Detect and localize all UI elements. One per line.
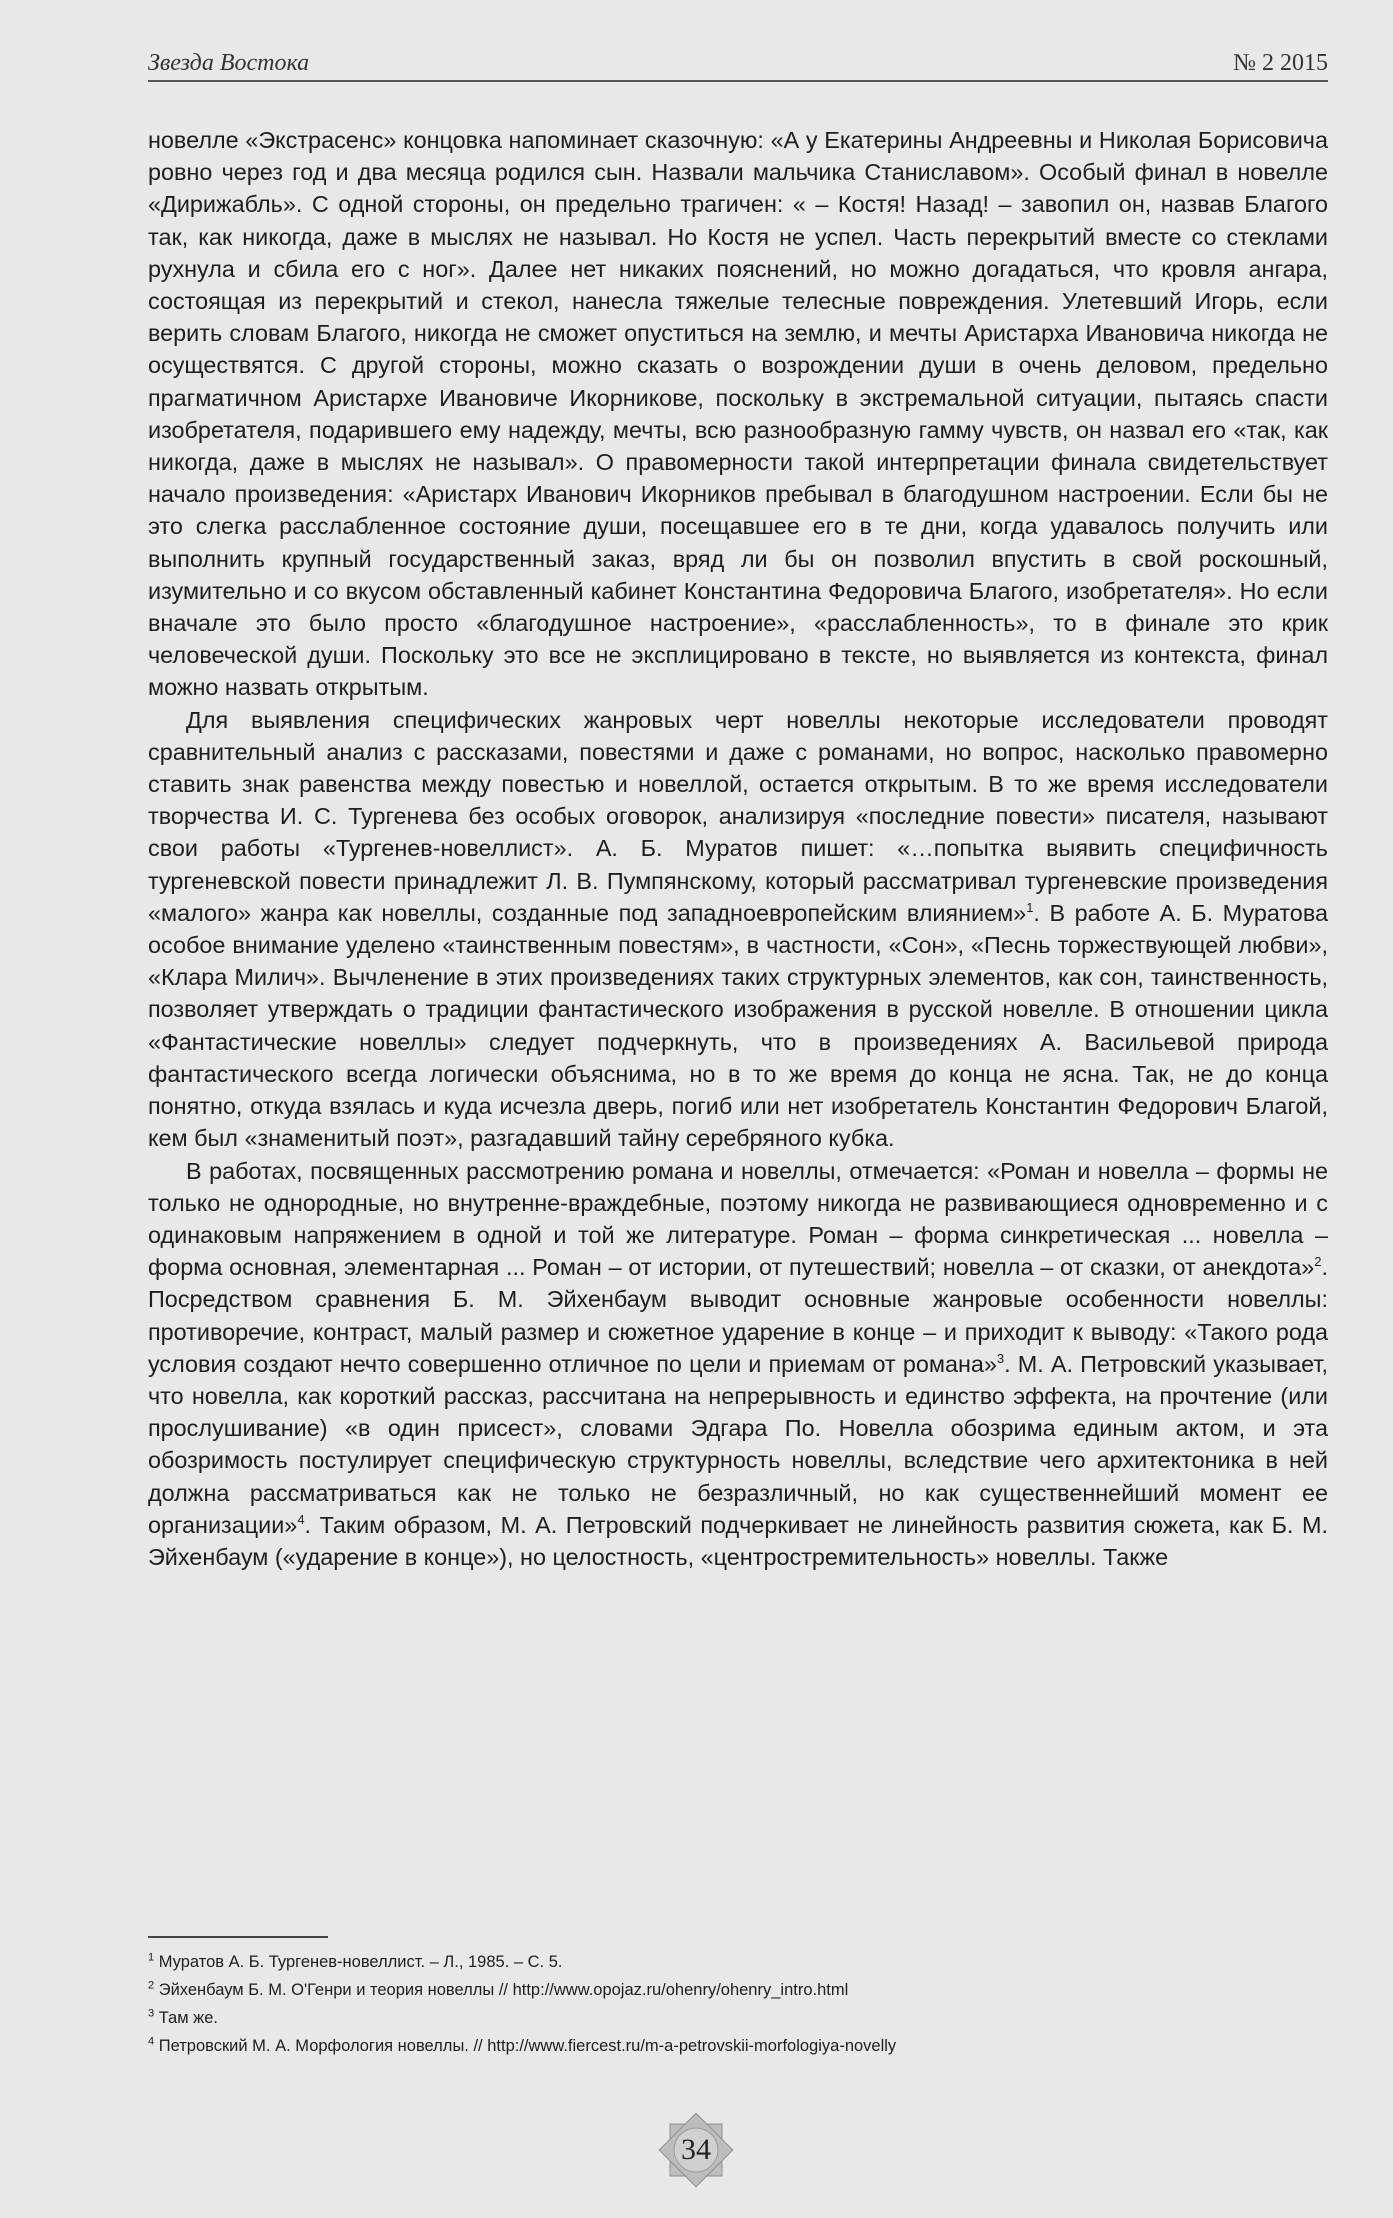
paragraph-3-text-d: . Таким образом, М. А. Петровский подчеркивает не линейность развития сюжета, как Б. М. Эйхенбаум («ударение в конце»), но целостность, «центростремительность» новеллы. Также bbox=[148, 1511, 1328, 1570]
article-body bbox=[148, 124, 1328, 1573]
footnotes bbox=[148, 1948, 1328, 2060]
footnote-ref-3[interactable]: 3 bbox=[996, 1350, 1005, 1366]
paragraph-2-text-a: Для выявления специфических жанровых черт новеллы некоторые исследователи проводят сравнительный анализ с рассказами, повестями и даже с романами, но вопрос, насколько правомерно ставить знак равенства между повестью и новеллой, остается открытым. В то же время исследователи творчества И. С. Тургенева без особых оговорок, анализируя «последние повести» писателя, называют свои работы «Тургенев-новеллист». А. Б. Муратов пишет: «…попытка выявить специфичность тургеневской повести принадлежит Л. В. Пумпянскому, который рассматривал тургеневские произведения «малого» жанра как новеллы, созданные под западноевропейским влиянием» bbox=[148, 706, 1328, 926]
paragraph-1: новелле «Экстрасенс» концовка напоминает сказочную: «А у Екатерины Андреевны и Николая Борисовича ровно через год и два месяца родился сын. Назвали мальчика Станиславом». Особый финал в новелле «Дирижабль». С одной стороны, он предельно трагичен: « – Костя! Назад! – завопил он, назвав Благого так, как никогда, даже в мыслях не называл. Но Костя не успел. Часть перекрытий вместе со стеклами рухнула и сбила его с ног». Далее нет никаких пояснений, но можно догадаться, что кровля ангара, состоящая из перекрытий и стекол, нанесла тяжелые телесные повреждения. Улетевший Игорь, если верить словам Благого, никогда не сможет опуститься на землю, и мечты Аристарха Ивановича никогда не осуществятся. С другой стороны, можно сказать о возрождении души в очень деловом, предельно прагматичном Аристархе Ивановиче Икорникове, поскольку в экстремальной ситуации, пытаясь спасти изобретателя, подарившего ему надежду, мечты, всю разнообразную гамму чувств, он назвал его «так, как никогда, даже в мыслях не называл». О правомерности такой интерпретации финала свидетельствует начало произведения: «Аристарх Иванович Икорников пребывал в благодушном настроении. Если бы не это слегка расслабленное состояние души, посещавшее его в те дни, когда удавалось получить или выполнить крупный государственный заказ, вряд ли бы он позволил впустить в свой роскошный, изумительно и со вкусом обставленный кабинет Константина Федоровича Благого, изобретателя». Но если вначале это было просто «благодушное настроение», «расслабленность», то в финале это крик человеческой души. Поскольку это все не эксплицировано в тексте, но выявляется из контекста, финал можно назвать открытым. bbox=[148, 127, 1328, 701]
footnote-2 bbox=[148, 1976, 1328, 2004]
footnote-text[interactable]: Эйхенбаум Б. М. О'Генри и теория новеллы // http://www.opojaz.ru/ohenry/ohenry_intro.html bbox=[158, 1981, 849, 1999]
footnote-number: 1 bbox=[148, 1951, 155, 1964]
footnote-4 bbox=[148, 2032, 1328, 2060]
paragraph-3-text-b: . Посредством сравнения Б. М. Эйхенбаум выводит основные жанровые особенности новеллы: противоречие, контраст, малый размер и сюжетное ударение в конце – и приходит к выводу: «Такого рода условия создают нечто совершенно отличное по цели и приемам от романа» bbox=[148, 1254, 1328, 1377]
paragraph-3-text-a: В работах, посвященных рассмотрению романа и новеллы, отмечается: «Роман и новелла – формы не только не однородные, но внутренне-враждебные, поэтому никогда не развивающиеся одновременно и с одинаковым напряжением в одной и той же литературе. Роман – форма синкретическая ... новелла – форма основная, элементарная ... Роман – от истории, от путешествий; новелла – от сказки, от анекдота» bbox=[148, 1157, 1328, 1281]
page-number-badge bbox=[656, 2110, 736, 2190]
issue-number: № 2 2015 bbox=[1233, 50, 1328, 76]
journal-title: Звезда Востока bbox=[148, 50, 310, 76]
footnote-number: 3 bbox=[148, 2007, 155, 2020]
paragraph-3-text-c: . М. А. Петровский указывает, что новелла, как короткий рассказ, рассчитана на непрерывность и единство эффекта, на прочтение (или прослушивание) «в один присест», словами Эдгара По. Новелла обозрима единым актом, и эта обозримость постулирует специфическую структурность новеллы, вследствие чего архитектоника в ней должна рассматриваться как не только не безразличный, но как существеннейший момент ее организации» bbox=[148, 1350, 1328, 1538]
footnote-number: 4 bbox=[148, 2035, 155, 2048]
page-number: 34 bbox=[681, 2133, 711, 2166]
footnote-divider bbox=[148, 1936, 328, 1938]
footnote-text: Там же. bbox=[158, 2009, 218, 2027]
footnote-text: Муратов А. Б. Тургенев-новеллист. – Л., 1985. – С. 5. bbox=[158, 1953, 563, 1971]
footnote-ref-1[interactable]: 1 bbox=[1026, 900, 1034, 916]
paragraph-2 bbox=[148, 704, 1328, 1155]
paragraph-3 bbox=[148, 1155, 1328, 1574]
footnote-ref-2[interactable]: 2 bbox=[1314, 1254, 1322, 1270]
running-header bbox=[148, 50, 1328, 82]
footnote-text[interactable]: Петровский М. А. Морфология новеллы. // http://www.fiercest.ru/m-a-petrovskii-morfologiya-novelly bbox=[158, 2037, 897, 2055]
footnote-1 bbox=[148, 1948, 1328, 1976]
footnote-3 bbox=[148, 2004, 1328, 2032]
footnote-ref-4[interactable]: 4 bbox=[297, 1511, 305, 1527]
paragraph-2-text-b: . В работе А. Б. Муратова особое внимание уделено «таинственным повестям», в частности, «Сон», «Песнь торжествующей любви», «Клара Милич». Вычленение в этих произведениях таких структурных элементов, как сон, таинственность, позволяет утверждать о традиции фантастического изображения в русской новелле. В отношении цикла «Фантастические новеллы» следует подчеркнуть, что в произведениях А. Васильевой природа фантастического всегда логически объяснима, но в то же время до конца не ясна. Так, не до конца понятно, откуда взялась и куда исчезла дверь, погиб или нет изобретатель Константин Федорович Благой, кем был «знаменитый поэт», разгадавший тайну серебряного кубка. bbox=[148, 899, 1328, 1152]
footnote-number: 2 bbox=[148, 1979, 155, 1992]
